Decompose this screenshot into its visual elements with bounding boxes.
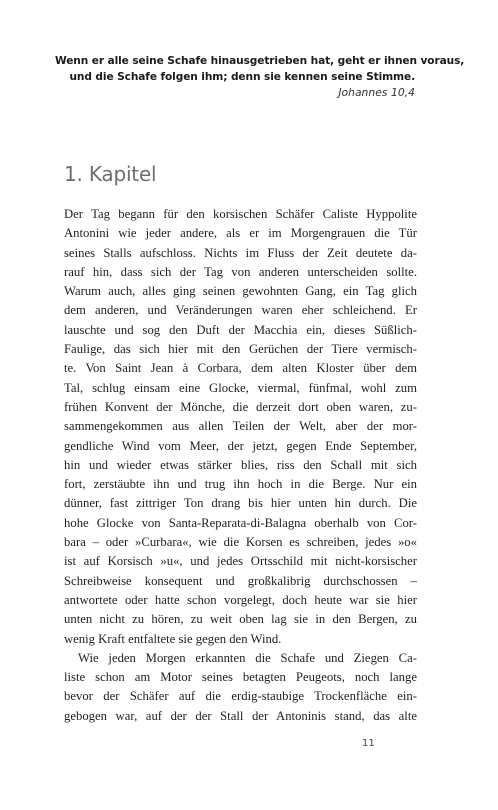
text-line: bevor der Schäfer auf die erdig-staubige Trockenfläche ein- xyxy=(64,689,417,704)
text-line: rauf hin, dass sich der Tag von anderen unterscheiden sollte. xyxy=(64,264,417,279)
text-line: ist auf Korsisch »u«, und jedes Ortsschild mit nicht-korsischer xyxy=(64,554,417,569)
epigraph xyxy=(55,53,465,101)
epigraph-attribution: Johannes 10,4 xyxy=(338,86,415,99)
text-line: dem anderen, und Veränderungen waren eher schleichend. Er xyxy=(64,303,417,318)
text-line: lauschte und sog den Duft der Macchia ein, dieses Süßlich- xyxy=(64,322,417,337)
text-line: Warum auch, alles ging seinen gewohnten Gang, ein Tag glich xyxy=(64,284,417,299)
text-line: sammengekommen aus allen Teilen der Welt, aber der mor- xyxy=(64,419,417,434)
text-line: Tal, schlug einsam eine Glocke, viermal, fünfmal, wohl zum xyxy=(64,380,417,395)
chapter-body xyxy=(64,205,417,726)
text-line: hin und wieder etwas stärker blies, riss den Schall mit sich xyxy=(64,457,417,472)
paragraph xyxy=(64,649,417,726)
text-line: hohe Glocke von Santa-Reparata-di-Balagna oberhalb von Cor- xyxy=(64,515,417,530)
text-line: frühen Konvent der Mönche, die derzeit dort oben waren, zu- xyxy=(64,399,417,414)
text-line: gendliche Wind vom Meer, der jetzt, gegen Ende September, xyxy=(64,438,417,453)
text-line: seines Stalls aufschloss. Nichts im Fluss der Zeit deutete da- xyxy=(64,245,417,260)
text-line: wenig Kraft entfaltete sie gegen den Wind. xyxy=(64,631,282,646)
text-line: antwortete oder hatte schon vorgelegt, doch heute war sie hier xyxy=(64,592,417,607)
paragraph xyxy=(64,205,417,649)
page-number: 11 xyxy=(362,738,375,749)
text-line: Der Tag begann für den korsischen Schäfer Caliste Hyppolite xyxy=(64,207,417,221)
chapter-title: 1. Kapitel xyxy=(64,162,157,186)
text-line: bara – oder »Curbara«, wie die Korsen es schreiben, jedes »o« xyxy=(64,535,417,550)
text-line: dünner, fast zittriger Ton drang bis hier unten hin durch. Die xyxy=(64,496,417,511)
text-line: Antonini wie jeder andere, als er im Morgengrauen die Tür xyxy=(64,226,417,241)
text-line: Faulige, das sich hier mit den Gerüchen der Tiere vermisch- xyxy=(64,342,417,357)
text-line: Schreibweise konsequent und großkalibrig durchschossen – xyxy=(64,573,417,588)
text-line: fort, zerstäubte ihn und trug ihn hoch in die Berge. Nur ein xyxy=(64,477,417,492)
text-line: gebogen war, auf der der Stall der Antoninis stand, das alte xyxy=(64,708,417,723)
epigraph-line: und die Schafe folgen ihm; denn sie kennen seine Stimme. xyxy=(69,71,415,83)
text-line: unten nicht zu hören, zu weit oben lag sie in den Bergen, zu xyxy=(64,612,417,627)
text-line: Wie jeden Morgen erkannten die Schafe und Ziegen Ca- xyxy=(78,650,417,665)
epigraph-line: Wenn er alle seine Schafe hinausgetrieben hat, geht er ihnen voraus, xyxy=(55,55,465,67)
text-line: te. Von Saint Jean à Corbara, dem alten Kloster über dem xyxy=(64,361,417,376)
text-line: liste schon am Motor seines betagten Peugeots, noch lange xyxy=(64,670,417,685)
